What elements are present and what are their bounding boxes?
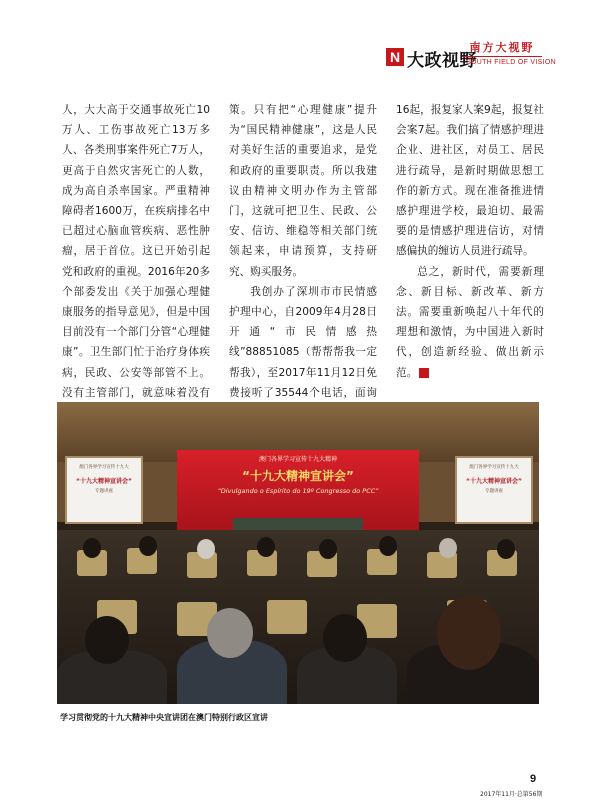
issue-info: 2017年11月·总第56期 <box>480 791 543 798</box>
left-screen <box>65 456 143 524</box>
paragraph: 人，大大高于交通事故死亡10万人、工伤事故死亡13万多人、各类刑事案件死亡7万人，更高于自然灾害死亡的人数，成为高自杀率国家。严重精神障碍者1600万，在疾病排名中已超过心脑血管疾病、恶性肿瘤，居于首位。这已开始引起党和政府的重视。2016年20多个部委发出《关于加强心理健康服务的指导意见》，但是中国目前没有一个部门分管“心理健康”。卫生部门忙于治疗身体疾病，民政、公安等部管不上。没有主管部门，就意味着没有 <box>62 104 210 399</box>
screen-text: “十九大精神宣讲会” <box>466 478 522 485</box>
photo-caption: 学习贯彻党的十九大精神中央宣讲团在澳门特别行政区宣讲 <box>60 713 268 722</box>
article-column-3 <box>396 100 544 383</box>
screen-text: 澳门各界学习宣传十九大 <box>469 465 519 470</box>
article-column-2 <box>229 100 377 443</box>
banner-text: 澳门各界学习宣传十九大精神 <box>258 456 337 463</box>
paragraph: 我创办了深圳市市民情感护理中心，自2009年4月28日开通“市民情感热线”88851085（帮帮帮我一定帮我），至2017年11月12日免费接听了35544个电话，面询 <box>229 285 377 399</box>
screen-text: 专题讲座 <box>485 489 503 494</box>
screen-text: 澳门各界学习宣传十九大 <box>79 465 129 470</box>
section-logo-icon: N <box>386 48 404 66</box>
paragraph: 策。只有把“心理健康”提升为“国民精神健康”，这是人民对美好生活的重要追求，是党和政府的重要职责。所以我建议由精神文明办作为主管部门，这就可把卫生、民政、公安、信访、维稳等相关部门统领起来，申请预算，支持研究、购买服务。 <box>229 104 377 278</box>
audience <box>57 530 539 704</box>
paragraph: 16起，报复家人案9起，报复社会案7起。我们搞了情感护理进企业、进社区，对员工、居民进行疏导，是新时期做思想工作的新方式。现在准备推进情感护理进学校，最迫切、最需要的是情感护理进信访，对情感偏执的缠访人员进行疏导。 <box>396 104 544 258</box>
banner-subtitle: “Divulgando o Espírito do 19º Congresso do PCC” <box>217 487 379 495</box>
screen-text: “十九大精神宣讲会” <box>76 478 132 485</box>
section-title: 大政视野 <box>407 51 477 71</box>
paragraph-text: 总之，新时代，需要新理念、新目标、新改革、新方法。需要重新唤起八十年代的理想和激情，为中国进入新时代，创造新经验、做出新示范。 <box>396 265 544 379</box>
magazine-english-name: SOUTH FIELD OF VISION <box>466 59 556 66</box>
page-number: 9 <box>530 773 537 785</box>
article-end-icon: N <box>419 368 429 378</box>
screen-text: 专题讲座 <box>95 489 113 494</box>
page-header <box>0 0 596 80</box>
paragraph <box>396 262 544 383</box>
conference-photo <box>57 402 539 704</box>
magazine-logo: 南方大视野 <box>462 41 542 57</box>
article-body <box>62 100 544 399</box>
article-column-1 <box>62 100 210 443</box>
banner-title: “十九大精神宣讲会” <box>242 469 354 483</box>
right-screen <box>455 456 533 524</box>
